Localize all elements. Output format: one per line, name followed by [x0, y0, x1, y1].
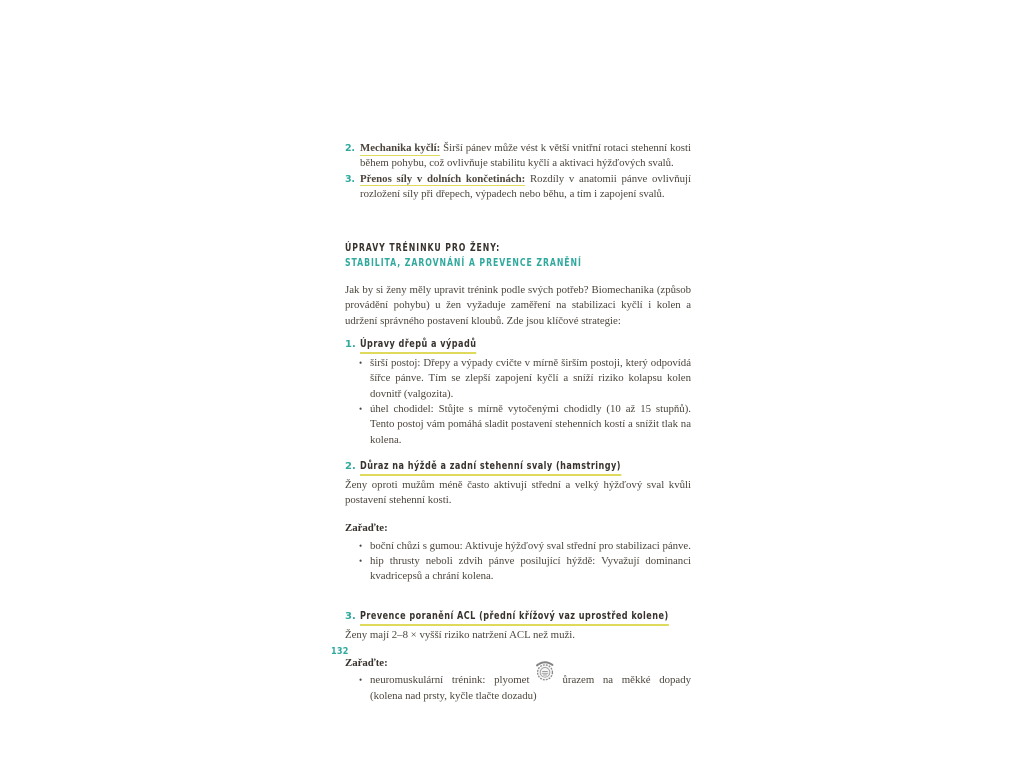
section-heading: [345, 610, 691, 626]
circular-stamp-icon: [529, 674, 562, 683]
section-heading: [345, 460, 691, 476]
bullet-text-post: ůrazem na měkké dopady (kolena nad prsty, kyčle tlačte dozadu): [370, 674, 691, 702]
bullet-dot: •: [359, 556, 363, 567]
list-item-number: 2.: [345, 143, 355, 154]
bullet-dot: •: [359, 675, 363, 686]
chapter-heading: [345, 237, 691, 270]
section-number: 3.: [345, 610, 356, 622]
bullet-text: širší postoj: Dřepy a výpady cvičte v mírně širším postoji, který odpovídá šířce pánve. Tím se zlepší zapojení kyčlí a sníží riziko kolapsu kolen dovnitř (valgozita).: [370, 357, 691, 400]
list-item-body: Rozdíly v anatomii pánve ovlivňují rozložení síly při dřepech, výpadech nebo běhu, a tím i zapojení svalů.: [360, 172, 692, 200]
list-item: [359, 539, 691, 554]
bullet-list: [359, 356, 691, 448]
intro-paragraph: Jak by si ženy měly upravit trénink podle svých potřeb? Biomechanika (způsob provádění pohybu) u žen vyžaduje zaměření na stabilizaci kyčlí i kolen a udržení správného postavení kloubů. Zde jsou klíčové strategie:: [345, 284, 691, 327]
section-paragraph: Ženy oproti mužům méně často aktivují střední a velký hýžďový sval kvůli postavení stehenní kosti.: [345, 478, 691, 507]
section-heading: [345, 338, 691, 354]
section-number: 1.: [345, 339, 356, 351]
section-title: Úpravy dřepů a výpadů: [360, 338, 476, 354]
bullet-dot: •: [359, 540, 363, 551]
list-item-text: [360, 172, 691, 203]
list-item-text: [360, 141, 691, 172]
list-item: [359, 673, 691, 704]
bullet-list: [359, 673, 691, 704]
list-item: [359, 554, 691, 585]
section-title: Důraz na hýždě a zadní stehenní svaly (hamstringy): [360, 460, 621, 476]
list-item-lead: Přenos síly v dolních končetinách:: [360, 172, 526, 185]
list-item-number: 3.: [345, 173, 355, 185]
page-content: [345, 141, 691, 704]
bullet-text-pre: neuromuskulární trénink: plyomet: [370, 674, 530, 687]
add-label: Zařaďte:: [345, 522, 388, 535]
top-numbered-list: [345, 141, 691, 202]
section-number: 2.: [345, 460, 356, 472]
list-item: [345, 172, 691, 203]
section-acl-prevention: [345, 610, 691, 704]
chapter-heading-line1: ÚPRAVY TRÉNINKU PRO ŽENY:: [345, 241, 501, 255]
section-paragraph: Ženy mají 2–8 × vyšší riziko natržení ACL než muži.: [345, 628, 575, 641]
bullet-text: hip thrusty neboli zdvih pánve posilující hýždě: Vyvažují dominanci kvadricepsů a chrání kolena.: [370, 555, 691, 583]
bullet-text: boční chůzi s gumou: Aktivuje hýžďový sval střední pro stabilizaci pánve.: [370, 539, 691, 552]
section-title: Prevence poranění ACL (přední křížový vaz uprostřed kolene): [360, 610, 669, 626]
list-item-body: Širší pánev může vést k větší vnitřní rotaci stehenní kosti během pohybu, což ovlivňuje stabilitu kyčlí a aktivaci hýžďových svalů.: [360, 142, 692, 170]
list-item: [359, 356, 691, 402]
list-item: [345, 141, 691, 172]
bullet-text: [370, 673, 691, 704]
add-label: Zařaďte:: [345, 656, 388, 669]
bullet-dot: •: [359, 358, 363, 369]
list-item-lead: Mechanika kyčlí:: [360, 142, 441, 154]
section-glutes-hamstrings: [345, 460, 691, 585]
page-number: 132: [331, 646, 349, 657]
bullet-text: úhel chodidel: Stůjte s mírně vytočenými chodidly (10 až 15 stupňů). Tento postoj vám pomáhá sladit postavení stehenních kostí a snížit tlak na kolena.: [370, 402, 691, 446]
chapter-heading-line2: STABILITA, ZAROVNÁNÍ A PREVENCE ZRANĚNÍ: [345, 256, 582, 270]
list-item: [359, 402, 691, 448]
bullet-list: [359, 539, 691, 585]
section-squats-lunges: [345, 338, 691, 448]
bullet-dot: •: [359, 403, 363, 414]
